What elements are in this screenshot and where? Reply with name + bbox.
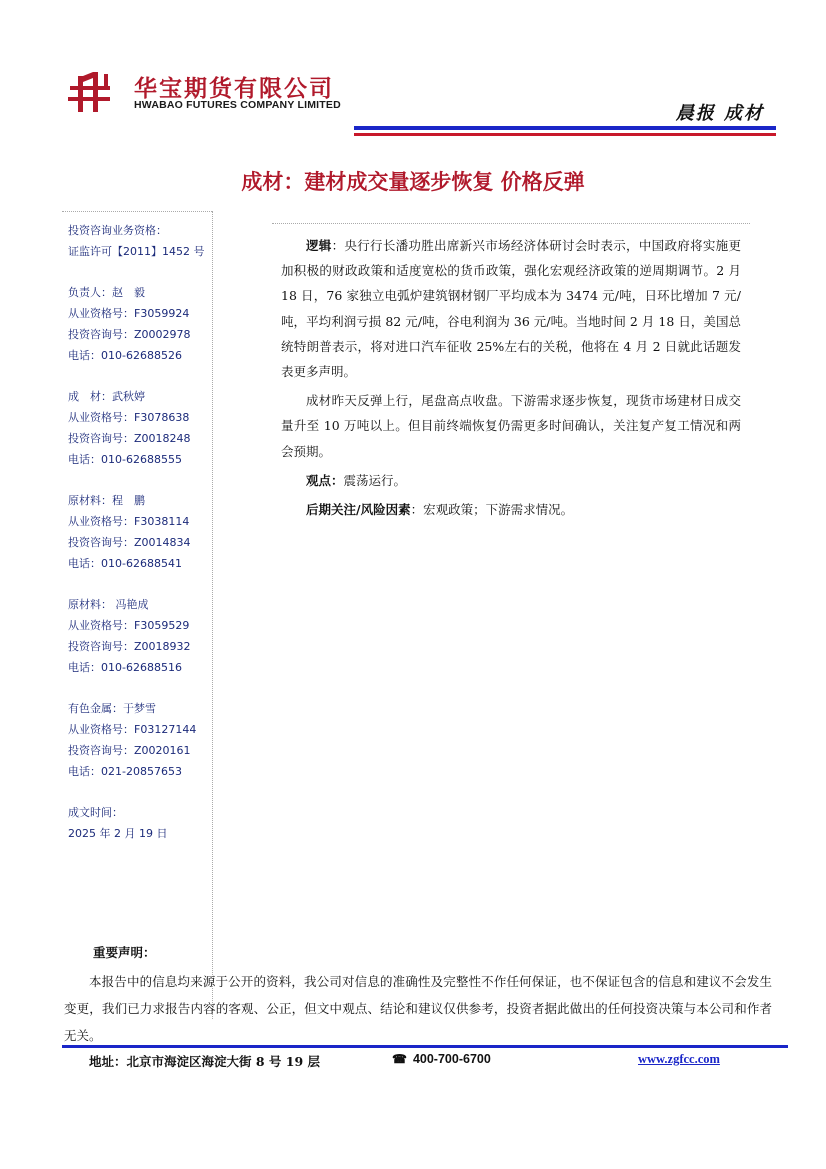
website-link[interactable]: www.zgfcc.com [638,1052,720,1066]
sidebar-group [68,221,212,263]
sidebar-line: 从业资格号：F03127144 [68,723,197,737]
view-paragraph [281,468,741,493]
sidebar-line: 电话：021-20857653 [68,764,182,778]
sidebar-group [68,803,212,845]
sidebar-line: 投资咨询号：Z0018932 [68,639,191,653]
sidebar-line: 投资咨询号：Z0018248 [68,431,191,445]
logic-text: ：央行行长潘功胜出席新兴市场经济体研讨会时表示，中国政府将实施更加积极的财政政策和适度宽松的货币政策，强化宏观经济政策的逆周期调节。2 月 18 日，76 家独立电弧炉建筑钢材钢厂平均成本为 3474 元/吨，日环比增加 7 元/吨，平均利润亏损 82 元/吨，谷电利润为 36 元/吨。当地时间 2 月 18 日，美国总统特朗普表示，将对进口汽车征收 25%左右的关税，他将在 4 月 2 日就此话题发表更多声明。 [281,238,741,380]
document-title: 成材：建材成交量逐步恢复 价格反弹 [241,169,585,194]
main-content [281,233,741,526]
sidebar-group [68,699,212,782]
sidebar-line: 从业资格号：F3059924 [68,307,190,321]
sidebar-line: 投资咨询号：Z0020161 [68,743,191,757]
analyst-sidebar [68,221,212,866]
phone-number: 400-700-6700 [412,1052,491,1066]
hf-logo-icon [66,70,114,116]
report-type: 晨报 成材 [675,103,764,124]
sidebar-line: 原材料：程 鹏 [68,494,145,508]
header-rule-red [354,133,776,136]
view-label: 观点： [306,472,344,488]
sidebar-line: 成文时间： [68,806,123,820]
sidebar-line: 电话：010-62688555 [68,452,182,466]
footer-address: 地址：北京市海淀区海淀大街 8 号 19 层 [89,1054,321,1069]
footer-rule [62,1045,788,1048]
sidebar-line: 投资咨询号：Z0014834 [68,535,191,549]
footer-phone [392,1052,491,1066]
phone-icon: ☎ [392,1052,407,1066]
sidebar-group [68,595,212,678]
company-name-en: HWABAO FUTURES COMPANY LIMITED [134,99,341,111]
sidebar-line: 电话：010-62688516 [68,660,182,674]
sidebar-line: 电话：010-62688526 [68,348,182,362]
sidebar-group [68,283,212,366]
company-name-cn: 华宝期货有限公司 [134,75,334,102]
sidebar-line: 原材料： 冯艳成 [68,598,149,612]
sidebar-line: 投资咨询业务资格： [68,224,167,237]
sidebar-line: 电话：010-62688541 [68,556,182,570]
header-rule-blue [354,126,776,130]
sidebar-group [68,491,212,574]
risk-label: 后期关注/风险因素 [306,502,411,518]
disclaimer-text: 本报告中的信息均来源于公开的资料，我公司对信息的准确性及完整性不作任何保证，也不保证包含的信息和建议不会发生变更，我们已力求报告内容的客观、公正，但文中观点、结论和建议仅供参考，投资者据此做出的任何投资决策与本公司和作者无关。 [64,974,772,1043]
sidebar-divider-vertical [212,211,213,1019]
sidebar-group [68,387,212,470]
sidebar-line: 2025 年 2 月 19 日 [68,827,168,841]
sidebar-divider-top [62,211,212,212]
sidebar-line: 从业资格号：F3078638 [68,411,190,425]
sidebar-line: 证监许可【2011】1452 号 [68,244,205,258]
risk-text: ：宏观政策；下游需求情况。 [410,502,574,518]
logic-paragraph [281,233,741,384]
sidebar-line: 从业资格号：F3059529 [68,619,190,633]
sidebar-line: 从业资格号：F3038114 [68,515,190,529]
logic-label: 逻辑 [306,238,332,253]
sidebar-line: 成 材：武秋婷 [68,390,145,404]
risk-paragraph [281,497,741,522]
sidebar-line: 负责人：赵 毅 [68,286,145,300]
view-text: 震荡运行。 [343,472,407,488]
market-paragraph: 成材昨天反弹上行，尾盘高点收盘。下游需求逐步恢复，现货市场建材日成交量升至 10 万吨以上。但目前终端恢复仍需更多时间确认，关注复产复工情况和两会预期。 [281,393,741,459]
sidebar-line: 投资咨询号：Z0002978 [68,327,191,341]
main-divider-top [272,223,750,224]
sidebar-line: 有色金属：于梦雪 [68,702,156,716]
disclaimer-title: 重要声明： [93,945,156,960]
